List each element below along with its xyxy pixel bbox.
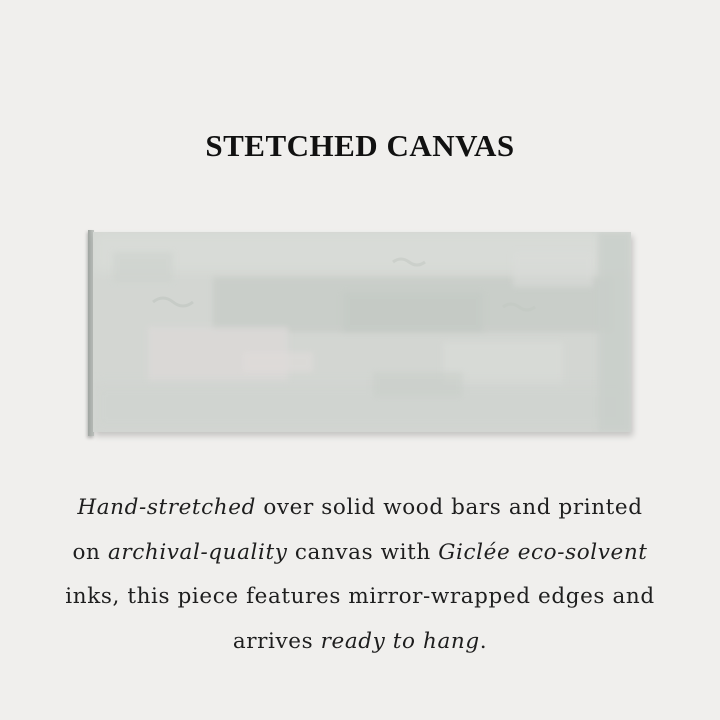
canvas-artwork [93, 232, 631, 432]
description-emphasis: Hand-stretched [77, 495, 256, 520]
description-text: on [72, 539, 108, 565]
description-emphasis: ready to hang [320, 628, 480, 654]
description-text: over solid wood bars and printed [255, 495, 643, 520]
product-description [40, 486, 680, 664]
page-title: STETCHED CANVAS [205, 128, 515, 163]
description-emphasis: Giclée eco-solvent [438, 539, 648, 565]
description-line-3: inks, this piece features mirror-wrapped edges and [65, 584, 655, 609]
description-line-4 [40, 620, 680, 665]
description-line-2 [40, 531, 680, 576]
description-text: . [479, 628, 488, 654]
description-line-1 [40, 486, 680, 531]
description-text: canvas with [287, 539, 439, 565]
canvas-artwork-preview [88, 230, 638, 440]
description-emphasis: archival-quality [107, 539, 288, 565]
description-text: arrives [232, 628, 321, 654]
abstract-painting-image [93, 232, 631, 432]
